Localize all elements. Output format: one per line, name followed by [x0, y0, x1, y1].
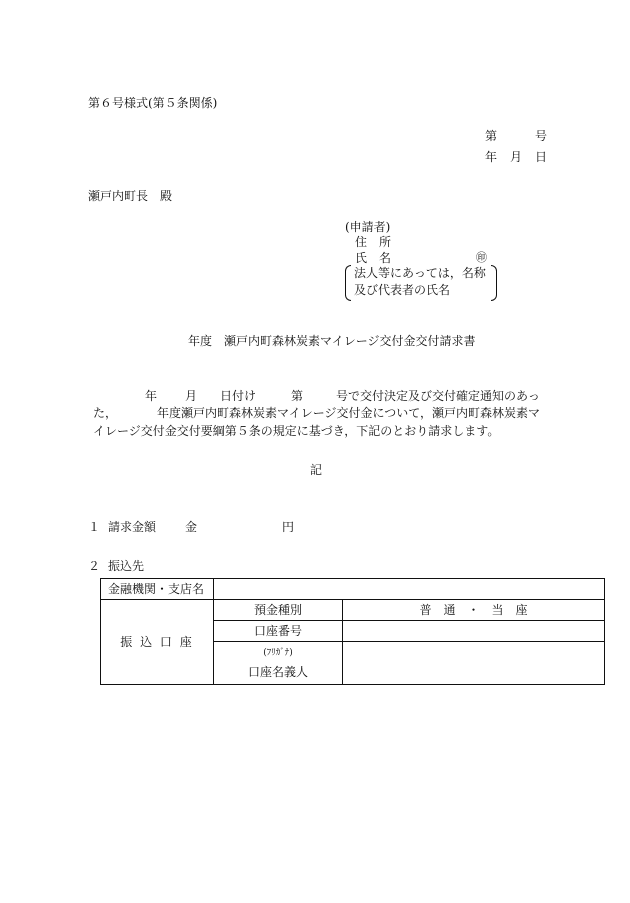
- addressee: 瀬戸内町長 殿: [88, 189, 173, 203]
- applicant-heading: (申請者): [345, 220, 391, 234]
- seal-mark: ㊞: [476, 251, 487, 264]
- deposit-type-label: 預金種別: [214, 600, 343, 621]
- bank-branch-label: 金融機関・支店名: [101, 579, 214, 600]
- furigana-label: (ﾌﾘｶﾞﾅ): [263, 648, 293, 658]
- bank-transfer-table: [100, 578, 605, 685]
- account-number-label: 口座番号: [214, 621, 343, 642]
- amount-prefix: 金: [185, 520, 198, 534]
- account-number-value-cell: [343, 621, 605, 642]
- date-year: 年: [485, 150, 498, 164]
- note-bracket-right: [491, 265, 497, 301]
- notice-line1-text: 号で交付決定及び交付確定通知のあっ: [336, 389, 540, 403]
- notice-number-prefix: 第: [291, 389, 304, 403]
- account-holder-label: 口座名義人: [247, 665, 308, 679]
- deposit-type-options: 普 通 ・ 当 座: [343, 600, 605, 621]
- account-holder-cell: [214, 642, 343, 685]
- account-heading: 振 込 口 座: [101, 600, 214, 685]
- notice-line3-text: イレージ交付金交付要綱第５条の規定に基づき，下記のとおり請求します。: [93, 424, 500, 438]
- bank-branch-value-cell: [214, 579, 605, 600]
- notice-year: 年: [145, 389, 158, 403]
- item2-number: ２: [88, 559, 101, 573]
- amount-suffix: 円: [282, 520, 295, 534]
- notice-line2-start: た，: [93, 406, 118, 420]
- notice-day: 日付け: [220, 389, 257, 403]
- doc-number-suffix: 号: [535, 129, 548, 143]
- form-number: 第６号様式(第５条関係): [88, 96, 218, 110]
- date-month: 月: [510, 150, 523, 164]
- applicant-note-line2: 及び代表者の氏名: [354, 283, 451, 297]
- account-holder-value-cell: [343, 642, 605, 685]
- item2-label: 振込先: [108, 559, 145, 573]
- notice-month: 月: [185, 389, 198, 403]
- item1-number: １: [88, 520, 101, 534]
- applicant-note-line1: 法人等にあっては，名称: [354, 266, 486, 280]
- notice-line2-text: 年度瀬戸内町森林炭素マイレージ交付金について，瀬戸内町森林炭素マ: [157, 406, 541, 420]
- doc-number-prefix: 第: [485, 129, 498, 143]
- applicant-address-label: 住 所: [355, 235, 392, 249]
- ki-heading: 記: [310, 463, 323, 477]
- applicant-name-label: 氏 名: [355, 251, 392, 265]
- document-title: 年度 瀬戸内町森林炭素マイレージ交付金交付請求書: [188, 334, 476, 348]
- date-day: 日: [535, 150, 548, 164]
- item1-label: 請求金額: [108, 520, 157, 534]
- note-bracket-left: [345, 265, 351, 301]
